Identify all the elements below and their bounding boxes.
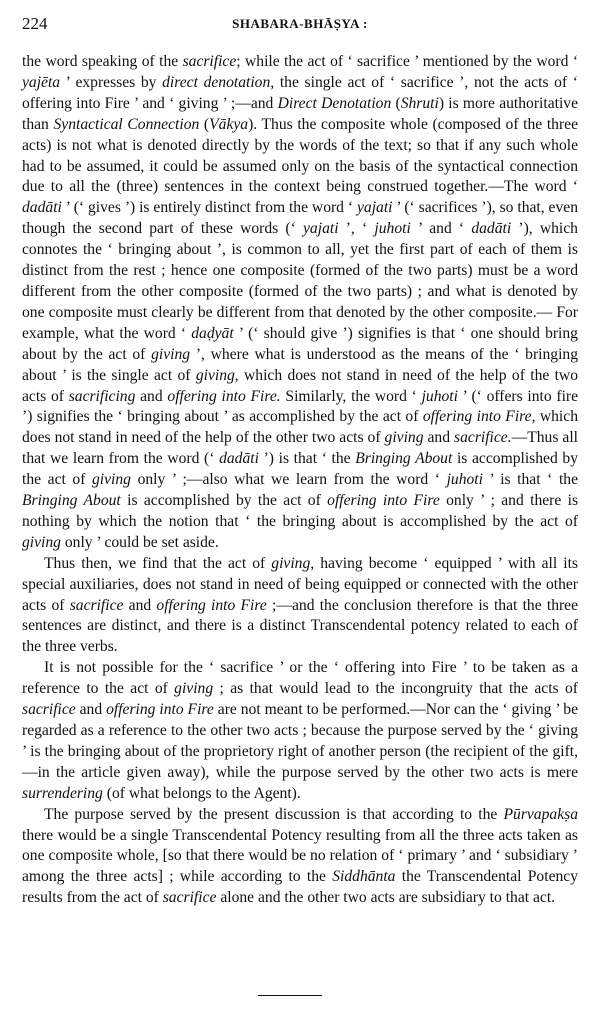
italic-text: offering into Fire bbox=[156, 596, 267, 614]
text-run: the word speaking of the bbox=[22, 53, 183, 70]
paragraph bbox=[22, 52, 578, 554]
paragraph bbox=[22, 554, 578, 659]
italic-text: sacrifice bbox=[22, 701, 76, 719]
text-run: Similarly, the word ‘ bbox=[280, 387, 422, 405]
text-run: It is not possible for the ‘ sacrifice ’ or the ‘ offering into Fire ’ to be taken as a reference to the act of bbox=[22, 659, 578, 698]
text-run: which does not stand in need of the help of the two acts of bbox=[22, 366, 578, 405]
text-run: only ’ could be set aside. bbox=[60, 533, 219, 551]
italic-text: offering into Fire bbox=[327, 492, 440, 510]
italic-text: giving bbox=[92, 471, 131, 489]
text-run: there would be a single Transcendental Potency resulting from all the three acts taken as one composite whole, [so that there would be no relation of ‘ primary ’ and ‘ subsidiary ’ among the three acts] ; while according to the bbox=[22, 826, 578, 886]
italic-text: sacrificing bbox=[68, 387, 136, 405]
text-run: is accomplished by the act of bbox=[120, 492, 328, 510]
italic-text: giving bbox=[384, 429, 424, 447]
paragraph bbox=[22, 658, 578, 804]
italic-text: yajēta bbox=[22, 73, 61, 91]
text-run: ’ (‘ should give ’) signifies is that ‘ one should bring about by the act of bbox=[22, 324, 578, 363]
italic-text: Vākya bbox=[209, 115, 249, 133]
text-run: ( bbox=[199, 115, 210, 133]
end-rule bbox=[258, 995, 322, 996]
page-body bbox=[22, 52, 578, 909]
italic-text: surrendering bbox=[22, 784, 103, 802]
text-run: Thus then, we find that the act of bbox=[44, 554, 272, 572]
italic-text: Direct Denotation bbox=[277, 94, 392, 112]
text-run: ’ (‘ sacrifices ’), so that, even though the second part of these words (‘ bbox=[22, 199, 578, 238]
italic-text: sacrifice bbox=[182, 53, 237, 70]
italic-text: Bringing About bbox=[355, 450, 453, 468]
italic-text: daḍyāt bbox=[191, 324, 234, 342]
text-run: is accomplished by the act of bbox=[22, 450, 578, 489]
italic-text: offering into Fire, bbox=[422, 408, 536, 426]
italic-text: offering into Fire. bbox=[167, 387, 281, 405]
running-title: SHABARA-BHĀṢYA : bbox=[232, 16, 368, 31]
italic-text: Syntactical Connection bbox=[53, 115, 200, 133]
text-run: ’) is that ‘ the bbox=[258, 450, 356, 468]
text-run: ’ is that ‘ the bbox=[482, 471, 578, 489]
text-run: are not meant to be performed.—Nor can the ‘ giving ’ be regarded as a reference to the other two acts ; because the purpose served by the ‘ giving ’ is the bringing about of the proprietory right of another person (the recipient of the gift,—in the article given away), while the purpose served by the other two acts is mere bbox=[22, 701, 579, 781]
text-run: ( bbox=[391, 94, 401, 112]
text-run: and bbox=[75, 701, 107, 719]
text-run: ’ and ‘ bbox=[410, 220, 472, 238]
italic-text: giving bbox=[22, 533, 61, 551]
text-run: ’, ‘ bbox=[338, 220, 375, 238]
italic-text: giving, bbox=[271, 554, 315, 572]
text-run: and bbox=[423, 429, 455, 447]
italic-text: dadāti bbox=[471, 220, 512, 238]
text-run: and bbox=[123, 596, 157, 614]
text-run: ’, where what is understood as the means of the ‘ bringing about ’ is the single act of bbox=[22, 345, 578, 384]
text-run: ;—and the conclusion therefore is that the three sentences are distinct, and there is a distinct Transcendental potency related to each of the three verbs. bbox=[22, 596, 579, 656]
italic-text: sacrifice bbox=[162, 889, 217, 907]
italic-text: Siddhānta bbox=[332, 868, 396, 886]
italic-text: juhoti bbox=[374, 220, 411, 238]
text-run: ’), which connotes the ‘ bringing about ’, is common to all, yet the first part of each of them is distinct from the rest ; hence one composite (formed of the two parts) must be a word different from the other composite (formed of the two parts) ; and what is denoted by one composite must clearly be different from that denoted by the other composite.— For example, what the word ‘ bbox=[22, 220, 578, 342]
text-run: ’ expresses by bbox=[60, 73, 163, 91]
italic-text: Pūrvapakṣa bbox=[503, 805, 578, 823]
italic-text: juhoti bbox=[421, 387, 458, 405]
italic-text: giving, bbox=[195, 366, 239, 384]
page-header bbox=[22, 14, 578, 36]
text-run: which does not stand in need of the help of the other two acts of bbox=[22, 408, 578, 447]
text-run: ’ (‘ offers into fire ’) signifies the ‘ bringing about ’ as accomplished by the act of bbox=[22, 387, 579, 426]
text-run: only ’ ;—also what we learn from the word ‘ bbox=[130, 471, 447, 489]
italic-text: dadāti bbox=[219, 450, 259, 468]
paragraph bbox=[22, 805, 578, 910]
text-run: (of what belongs to the Agent). bbox=[102, 784, 301, 802]
italic-text: sacrifice. bbox=[454, 429, 512, 447]
italic-text: yajati bbox=[356, 199, 393, 217]
text-run: ) is more authoritative than bbox=[22, 94, 578, 133]
text-run: alone and the other two acts are subsidiary to that act. bbox=[216, 889, 556, 907]
italic-text: yajati bbox=[303, 220, 339, 238]
text-run: the Transcendental Potency results from the act of bbox=[22, 868, 579, 907]
text-run: only ’ ; and there is nothing by which the notion that ‘ the bringing about is accomplished by the act of bbox=[22, 492, 579, 530]
text-run: —Thus all that we learn from the word (‘ bbox=[22, 429, 578, 468]
text-run: and bbox=[135, 387, 168, 405]
italic-text: direct denotation, bbox=[162, 73, 275, 91]
text-run: ; while the act of ‘ sacrifice ’ mentioned by the word ‘ bbox=[236, 53, 579, 70]
italic-text: Bringing About bbox=[22, 492, 121, 510]
text-run: The purpose served by the present discussion is that according to the bbox=[44, 805, 504, 823]
italic-text: offering into Fire bbox=[106, 701, 214, 719]
italic-text: dadāti bbox=[22, 199, 62, 217]
italic-text: juhoti bbox=[446, 471, 483, 489]
text-run: ’ (‘ gives ’) is entirely distinct from the word ‘ bbox=[61, 199, 357, 217]
italic-text: Shruti bbox=[400, 94, 439, 112]
page-number: 224 bbox=[22, 14, 48, 33]
italic-text: giving bbox=[151, 345, 191, 363]
text-run: ). Thus the composite whole (composed of the three acts) is not what is denoted directly by the words of the text; so that if any such whole had to be assumed, it could be assumed only on the basis of the syntactical connection due to all the (three) sentences in the context being construed together.—The word ‘ bbox=[22, 115, 578, 196]
italic-text: sacrifice bbox=[69, 596, 124, 614]
italic-text: giving bbox=[174, 680, 214, 698]
text-run: ; as that would lead to the incongruity that the acts of bbox=[213, 680, 578, 698]
text-run: the single act of ‘ sacrifice ’, not the acts of ‘ offering into Fire ’ and ‘ giving ’ ;—and bbox=[22, 73, 579, 112]
text-run: having become ‘ equipped ’ with all its special auxiliaries, does not stand in need of being equipped or connected with the other acts of bbox=[22, 554, 578, 614]
